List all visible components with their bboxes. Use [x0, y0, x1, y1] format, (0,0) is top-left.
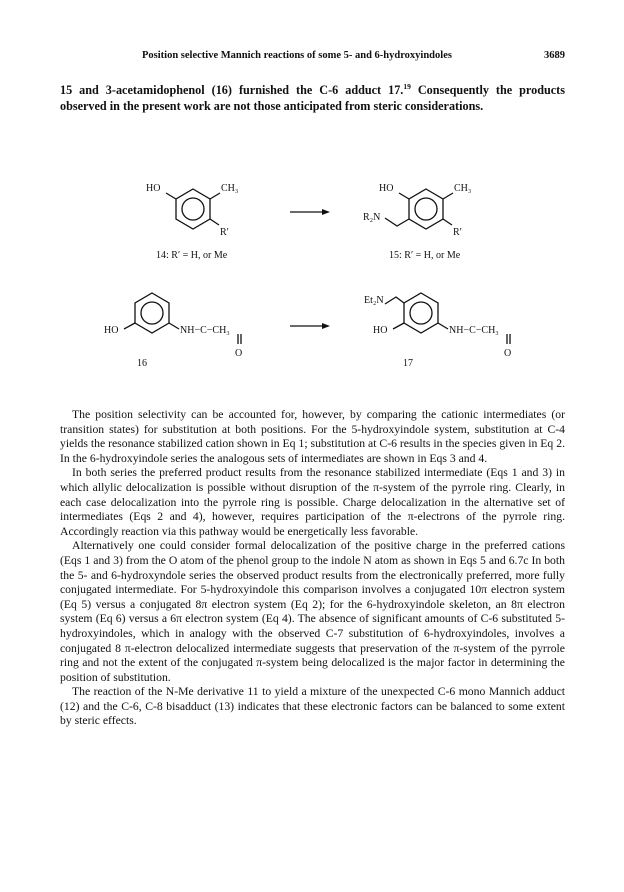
c17-ho-label: HO: [373, 325, 388, 336]
compound-14-ring: [166, 189, 220, 229]
arrow-head-1: [322, 209, 330, 215]
c17-amide-label: NH−C−CH₃: [449, 325, 499, 336]
c15-r-label: R′: [453, 227, 462, 238]
c15-ho-label: HO: [379, 183, 394, 194]
intro-text-1: 15 and 3-acetamidophenol (16) furnished the C-6 adduct 17.: [60, 83, 404, 97]
paragraph-3: Alternatively one could consider formal delocalization of the positive charge in the preferred cations (Eqs 1 and 3) from the O atom of the phenol group to the indole N atom as shown in Eqs 5 and 6.7c In both the 5- and 6-hydroxyndole series the observed product results from the electronically preferred, more fully conjugated intermediate. For 5-hydroxyindole this comparison involves a conjugated 10π electron system (Eq 5) versus a conjugated 8π electron system (Eq 2); for the 6-hydroxyindole skeleton, an 8π electron system (Eq 6) versus a 6π electron system (Eq 4). The absence of significant amounts of C-6 substituted 5-hydroxyindoles, which in analogy with the observed C-7 substitution of 6-hydroxyindoles, involves a conjugated 8 π-electron delocalized intermediate suggests that preservation of the π-system of the pyrrole ring and not the extent of the conjugated π-system being delocalized is the major factor in determining the position of substitution.: [60, 539, 565, 684]
paragraph-4: The reaction of the N-Me derivative 11 to yield a mixture of the unexpected C-6 mono Mannich adduct (12) and the C-6, C-8 bisadduct (13) indicates that these electronic factors can be balanced to some extent by steric effects.: [60, 685, 565, 728]
c14-ch3-label: CH₃: [221, 183, 239, 194]
reference-superscript: 19: [403, 81, 411, 91]
c16-oxygen-label: O: [235, 348, 243, 359]
compound-15-ring: [385, 189, 453, 229]
paragraph-2: In both series the preferred product results from the resonance stabilized intermediate (Eqs 1 and 3) in which allylic delocalization is possible without disruption of the π-system of the pyrrole ring. Clearly, in each case delocalization into the pyrrole ring is possible. Charge delocalization in the alternative set of intermediates (Eqs 2 and 4), however, requires participation of the π-electrons of the pyrrole ring. Accordingly reaction via this pathway would be energetically less favorable.: [60, 466, 565, 538]
compound-17-ring: [385, 293, 510, 344]
c16-ho-label: HO: [104, 325, 119, 336]
arrow-head-2: [322, 323, 330, 329]
c14-caption: 14: R′ = H, or Me: [156, 250, 228, 261]
c17-oxygen-label: O: [504, 348, 512, 359]
compound-17-number: 17: [403, 358, 413, 369]
body-text: [60, 408, 565, 729]
c15-r2n-label: R₂N: [363, 212, 381, 223]
page-number: 3689: [544, 50, 565, 61]
intro-text-2: Consequently the products observed in the present work are not those anticipated from steric considerations.: [60, 83, 565, 114]
paragraph-1: The position selectivity can be accounted for, however, by comparing the cationic intermediates (or transition states) for substitution at both positions. For the 5-hydroxyindole system, substitution at C-4 yields the resonance stabilized cation shown in Eq 1; substitution at C-6 results in the species given in Eq 2. In the 6-hydroxyindole series the analogous sets of intermediates are shown in Eqs 3 and 4.: [60, 408, 565, 465]
c14-r-label: R′: [220, 227, 229, 238]
compound-16-number: 16: [137, 358, 147, 369]
running-title: Position selective Mannich reactions of some 5- and 6-hydroxyindoles: [142, 50, 452, 61]
c14-ho-label: HO: [146, 183, 161, 194]
c16-amide-label: NH−C−CH₃: [180, 325, 230, 336]
c15-caption: 15: R′ = H, or Me: [389, 250, 461, 261]
c15-ch3-label: CH₃: [454, 183, 472, 194]
c17-et2n-label: Et₂N: [364, 295, 384, 306]
compound-16-ring: [124, 293, 241, 344]
